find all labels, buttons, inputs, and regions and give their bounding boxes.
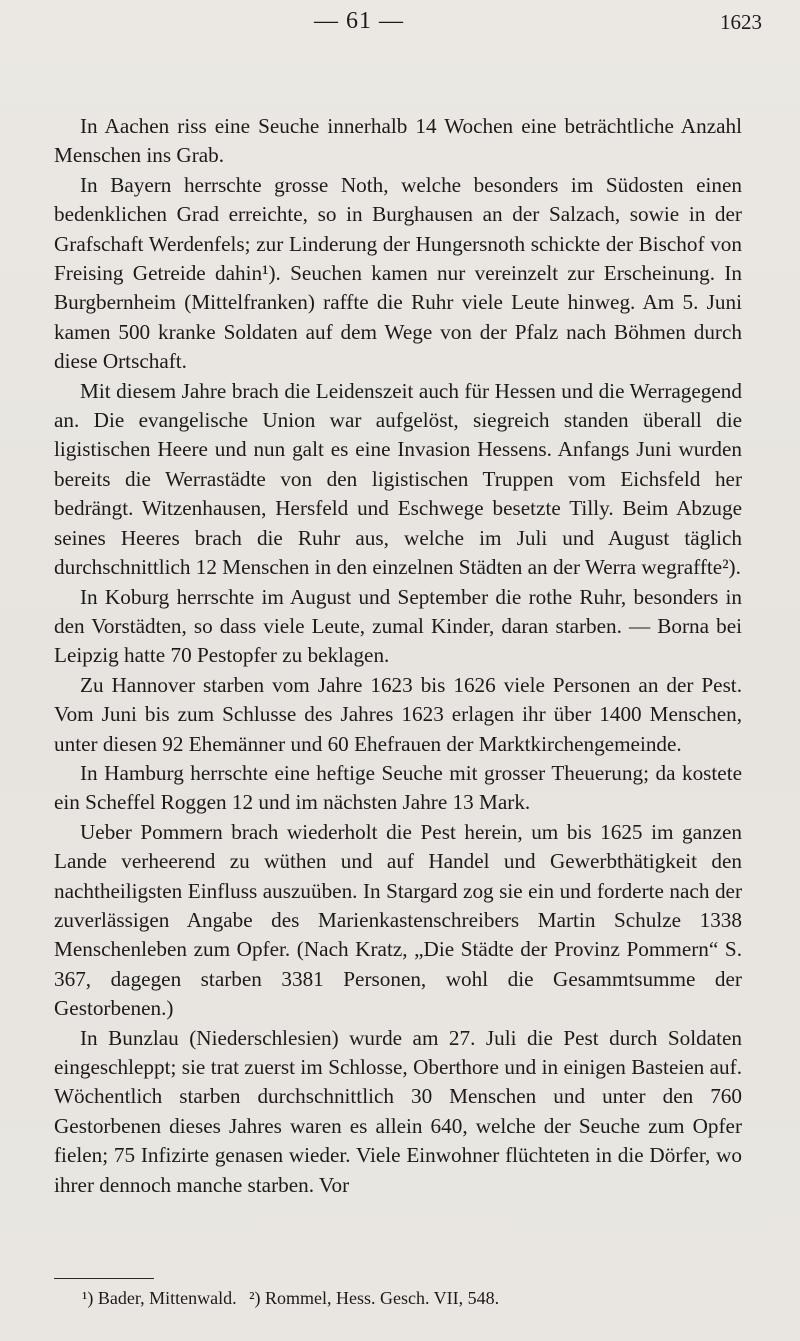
paragraph-koburg: In Koburg herrschte im August und September die rothe Ruhr, besonders in den Vorstädten, so dass viele Leute, zumal Kinder, daran starben. — Borna bei Leipzig hatte 70 Pestopfer zu beklagen. bbox=[54, 584, 742, 668]
paragraph-hessen: Mit diesem Jahre brach die Leidenszeit auch für Hessen und die Werragegend an. Die evangelische Union war aufgelöst, siegreich standen überall die ligistischen Heere und nun galt es eine Invasion Hessens. Anfangs Juni wurden bereits die Werrastädte von den ligistischen Truppen vom Eichsfeld her bedrängt. Witzenhausen, Hersfeld und Eschwege besetzte Tilly. Beim Abzuge seines Heeres brach die Ruhr aus, welche im Juli und August täglich durchschnittlich 12 Menschen in den einzelnen Städten an der Werra wegraffte²). bbox=[54, 378, 742, 580]
year-heading: 1623 bbox=[720, 10, 762, 34]
page-header bbox=[0, 8, 800, 44]
page-number: — 61 — bbox=[314, 8, 404, 34]
paragraph-bayern: In Bayern herrschte grosse Noth, welche besonders im Südosten einen bedenklichen Grad erreichte, so in Burghausen an der Salzach, sowie in der Grafschaft Werdenfels; zur Linderung der Hungersnoth schickte der Bischof von Freising Getreide dahin¹). Seuchen kamen nur vereinzelt zur Erscheinung. In Burgbernheim (Mittelfranken) raffte die Ruhr viele Leute hinweg. Am 5. Juni kamen 500 kranke Soldaten auf dem Wege von der Pfalz nach Böhmen durch diese Ortschaft. bbox=[54, 172, 742, 374]
paragraph-bunzlau: In Bunzlau (Niederschlesien) wurde am 27. Juli die Pest durch Soldaten eingeschleppt; sie trat zuerst im Schlosse, Oberthore und in einigen Basteien auf. Wöchentlich starben durchschnittlich 30 Menschen und unter den 760 Gestorbenen dieses Jahres waren es allein 640, welche der Seuche zum Opfer fielen; 75 Infizirte genasen wieder. Viele Einwohner flüchteten in die Dörfer, wo ihrer dennoch manche starben. Vor bbox=[54, 1025, 742, 1197]
footnote-1: ¹) Bader, Mittenwald. bbox=[82, 1288, 237, 1308]
footnote-2: ²) Rommel, Hess. Gesch. VII, 548. bbox=[249, 1288, 500, 1308]
paragraph-pommern: Ueber Pommern brach wiederholt die Pest herein, um bis 1625 im ganzen Lande verheerend zu wüthen und auf Handel und Gewerbthätigkeit den nachtheiligsten Einfluss auszuüben. In Stargard zog sie ein und forderte nach der zuverlässigen Angabe des Marienkastenschreibers Martin Schulze 1338 Menschenleben zum Opfer. (Nach Kratz, „Die Städte der Provinz Pommern“ S. 367, dagegen starben 3381 Personen, wohl die Gesammtsumme der Gestorbenen.) bbox=[54, 819, 742, 1021]
paragraph-hamburg: In Hamburg herrschte eine heftige Seuche mit grosser Theuerung; da kostete ein Scheffel Roggen 12 und im nächsten Jahre 13 Mark. bbox=[54, 760, 742, 815]
paragraph-aachen: In Aachen riss eine Seuche innerhalb 14 Wochen eine beträchtliche Anzahl Menschen ins Grab. bbox=[54, 114, 742, 168]
footnotes bbox=[82, 1288, 507, 1309]
footnote-divider bbox=[54, 1278, 154, 1279]
main-text bbox=[54, 112, 742, 1200]
paragraph-hannover: Zu Hannover starben vom Jahre 1623 bis 1626 viele Personen an der Pest. Vom Juni bis zum Schlusse des Jahres 1623 erlagen ihr über 1400 Menschen, unter diesen 92 Ehemänner und 60 Ehefrauen der Marktkirchengemeinde. bbox=[54, 672, 742, 756]
